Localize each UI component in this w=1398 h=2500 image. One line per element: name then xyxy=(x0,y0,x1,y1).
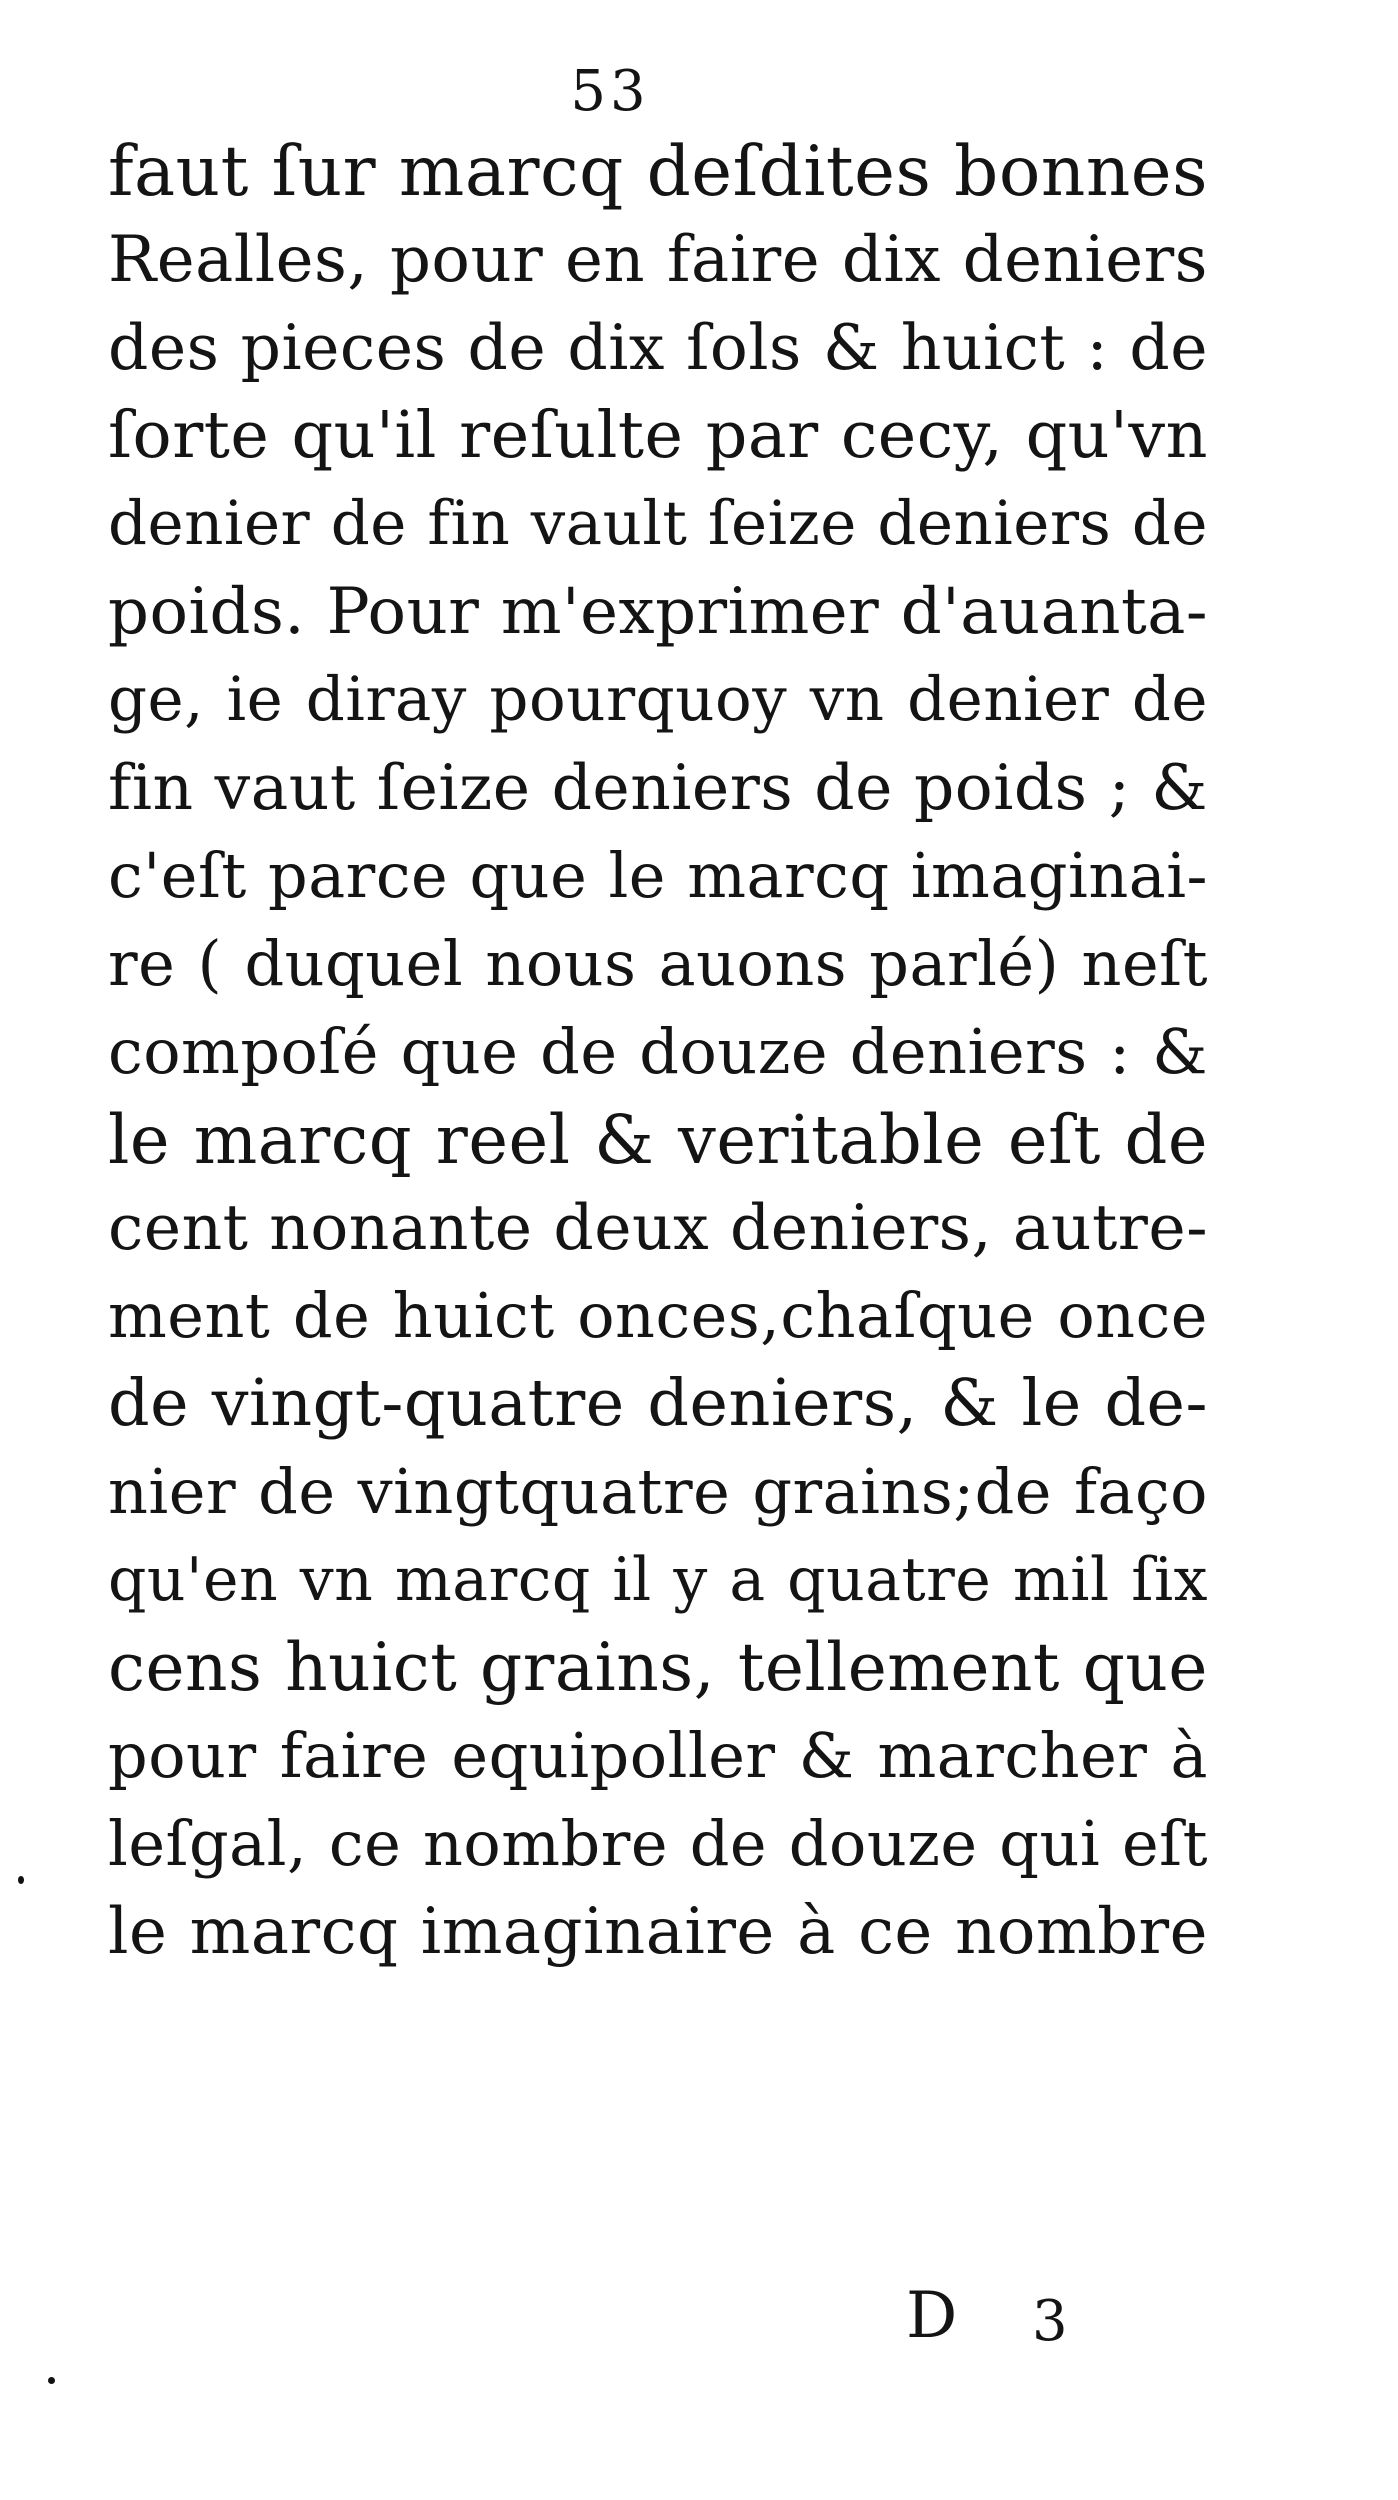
text-line: cens huict grains, tellement que xyxy=(108,1629,1208,1706)
ink-speck xyxy=(48,2377,55,2384)
text-line: compoſé que de douze deniers : & xyxy=(108,1015,1208,1088)
text-line: c'eſt parce que le marcq imaginai- xyxy=(108,839,1208,912)
page-number: 53 xyxy=(570,59,650,124)
body-text xyxy=(108,128,1208,1976)
text-line: qu'en vn marcq il y a quatre mil ſix xyxy=(108,1545,1208,1615)
text-line: ment de huict onces,chaſque once xyxy=(108,1279,1208,1352)
text-line: le marcq reel & veritable eſt de xyxy=(108,1101,1208,1179)
text-line: faut ſur marcq deſdites bonnes xyxy=(108,132,1208,212)
text-line: fin vaut ſeize deniers de poids ; & xyxy=(108,751,1208,824)
text-line: leſgal, ce nombre de douze qui eſt xyxy=(108,1807,1208,1880)
text-line: cent nonante deux deniers, autre- xyxy=(108,1191,1208,1264)
text-line: ſorte qu'il reſulte par cecy, qu'vn xyxy=(108,398,1208,473)
signature-letter: D xyxy=(906,2279,958,2353)
text-line: ge, ie diray pourquoy vn denier de xyxy=(108,664,1208,735)
text-line: poids. Pour m'exprimer d'auanta- xyxy=(108,575,1208,649)
signature-mark xyxy=(0,2276,1398,2356)
text-line: pour faire equipoller & marcher à xyxy=(108,1719,1208,1792)
text-line: re ( duquel nous auons parlé) neſt xyxy=(108,927,1208,1000)
text-line: de vingt-quatre deniers, & le de- xyxy=(108,1366,1208,1441)
text-line: le marcq imaginaire à ce nombre xyxy=(108,1895,1208,1969)
text-line: nier de vingtquatre grains;de faço xyxy=(108,1455,1208,1528)
text-line: Realles, pour en faire dix deniers xyxy=(108,223,1208,297)
ink-speck xyxy=(18,1876,24,1884)
text-line: denier de fin vault ſeize deniers de xyxy=(108,488,1208,559)
signature-number: 3 xyxy=(1032,2289,1068,2354)
text-line: des pieces de dix ſols & huict : de xyxy=(108,311,1208,384)
